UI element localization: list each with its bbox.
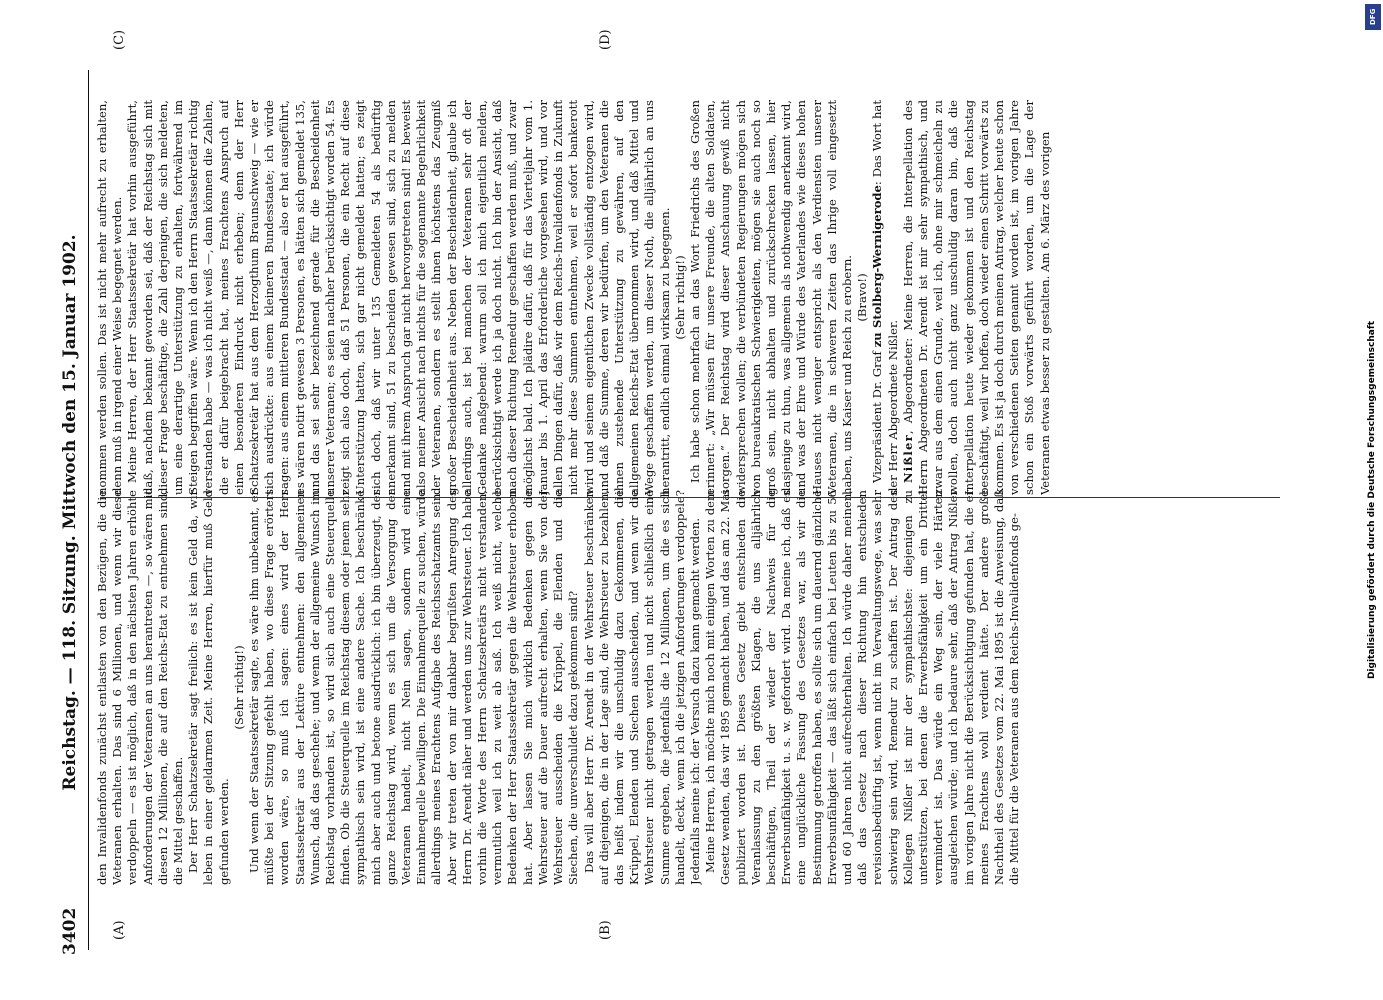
interjection: (Sehr richtig!) bbox=[672, 255, 687, 340]
margin-mark-c: (C) bbox=[112, 29, 127, 50]
interjection: (Bravo!) bbox=[855, 273, 870, 322]
column-divider bbox=[100, 497, 1280, 498]
page-header bbox=[60, 70, 86, 955]
margin-mark-b: (B) bbox=[598, 920, 613, 940]
running-title: Reichstag. — 118. Sitzung. Mittwoch den 15. Januar 1902. bbox=[60, 234, 80, 791]
paragraph: nommen werden sollen. Das ist nicht mehr aufrecht zu erhalten, denn muß in irgend einer Weise begegnet werden. bbox=[95, 100, 125, 495]
paragraph: den Invalidenfonds zunächst entlasten von den Bezügen, die die Veteranen erhalten. Das sind 6 Millionen, und wenn wir diese verdoppeln — es ist möglich, daß in den nächsten Jahren erhöhte Anforderungen der Veteranen an uns herantreten —, so wären mit diesen 12 Millionen, die auf den Reichs-Etat zu entnehmen sind, die Mittel geschaffen. bbox=[95, 490, 186, 885]
speaker-text: : Das Wort hat der Herr Abgeordnete Nißler. bbox=[870, 100, 900, 495]
speaker-paragraph bbox=[901, 100, 1053, 495]
margin-mark-a: (A) bbox=[112, 920, 127, 940]
paragraph: Meine Herren, der Herr Staatssekretär hat vorhin ausgeführt, daß, nachdem bekannt geworden sei, daß der Reichstag sich mit dieser Frage beschäftige, die Zahl derjenigen, die sich meldeten, um eine derartige Unterstützung zu erhalten, fortwährend im Steigen begriffen wäre. Wenn ich den Herrn Staatssekretär richtig verstanden habe — was ich nicht weiß —, dann können die Zahlen, die er dafür beigebracht hat, meines Erachtens Anspruch auf einen besonderen Eindruck nicht erheben; denn der Herr Schatzsekretär hat aus dem Herzogthum Braunschweig — wie er sich ausdrückte: aus einem kleineren Bundesstaate; ich würde sagen: aus einem mittleren Bundesstaat — also er hat ausgeführt, es wären notirt gewesen 3 Personen, es hätten sich gemeldet 135, und das sei sehr bezeichnend gerade für die Bescheidenheit unserer Veteranen; es seien nachher berücksichtigt worden 54. Es zeigt sich also doch, daß 51 Personen, die ein Recht auf diese Unterstützung hatten, sich gar nicht gemeldet hatten; es zeigt sich doch, daß wir unter 135 Gemeldeten 54 als bedürftig anerkannt sind, 51 zu bescheiden gewesen sind, sich zu melden und mit ihrem Anspruch gar nicht hervorgetreten sind! Es beweist also meiner Ansicht nach nichts für die sogenannte Begehrlichkeit der Veteranen, sondern es stellt ihnen höchstens das Zeugniß großer Bescheidenheit aus. Neben der Bescheidenheit, glaube ich allerdings auch, ist bei manchen der Veteranen sehr oft der Gedanke maßgebend: warum soll ich mich eigentlich melden, berücksichtigt werde ich ja doch nicht. Ich bin der Ansicht, daß nach dieser Richtung Remedur geschaffen werden muß, und zwar möglichst bald. Ich plädire dafür, daß für das Vierteljahr vom 1. Januar bis 1. April das Erforderliche vorgesehen wird, und vor allen Dingen dafür, daß wir dem Reichs-Invalidenfonds in Zukunft nicht mehr diese Summen entnehmen, weil er sofort bankerott wird und seinem eigentlichen Zwecke vollständig entzogen wird, und daß die Summe, deren wir bedürfen, um den Veteranen die ihnen zustehende Unterstützung zu gewähren, auf den allgemeinen Reichs-Etat übernommen wird, und daß Mittel und Wege geschaffen werden, um dieser Noth, die alljährlich an uns herantritt, endlich einmal wirksam zu begegnen. bbox=[125, 100, 672, 495]
digitization-credit bbox=[1361, 0, 1383, 1000]
interjection: (Sehr richtig!) bbox=[231, 645, 246, 730]
speaker-name: zu Stolberg-Wernigerode bbox=[870, 185, 885, 348]
margin-mark-d: (D) bbox=[598, 29, 613, 50]
page-number: 3402 bbox=[60, 907, 80, 955]
speaker-text: , Abgeordneter: Meine Herren, die Interpellation des Herrn Abgeordneten Dr. Arendt ist mir sehr sympathisch, und zwar aus dem einen Grunde, weil ich, ohne mir schmeicheln zu wollen, doch auch nicht ganz unschuldig daran bin, daß die Interpellation heute wieder gekommen ist und den Reichstag beschäftigt, weil wir hoffen, doch wieder einen Schritt vorwärts zu kommen. Es ist ja doch durch meinen Antrag, welcher heute schon von verschiedenen Seiten genannt worden ist, im vorigen Jahre schon ein Stoß vorwärts geführt worden, um die Lage der Veteranen etwas besser zu gestalten. Am 6. März des vorigen bbox=[900, 100, 1052, 495]
speaker-paragraph bbox=[870, 100, 900, 495]
paragraph: Der Herr Schatzsekretär sagt freilich: es ist kein Geld da, wir leben in einer geldarmen Zeit. Meine Herren, hierfür muß Geld gefunden werden. bbox=[186, 490, 231, 885]
right-text-column bbox=[95, 100, 1275, 495]
speaker-name: Nißler bbox=[900, 434, 915, 483]
speaker-intro: Vizepräsident Dr. Graf bbox=[870, 347, 885, 483]
paragraph: Und wenn der Staatssekretär sagte, es wäre ihm unbekannt, er müßte bei der Sitzung gefehlt haben, wo diese Frage erörtert worden wäre, so muß ich sagen: eines wird der Herr Staatssekretär aus der Lektüre entnehmen: den allgemeinen Wunsch, daß das geschehe; und wenn der allgemeine Wunsch im Reichstag vorhanden ist, so wird sich auch eine Steuerquelle finden. Ob die Steuerquelle im Reichstag diesem oder jenem sehr sympathisch sein wird, ist eine andere Sache. Ich beschränke mich aber auch und betone ausdrücklich: ich bin überzeugt, der ganze Reichstag wird, wenn es sich um die Versorgung der Veteranen handelt, nicht Nein sagen, sondern wird eine Einnahmequelle bewilligen. Die Einnahmequelle zu suchen, würde allerdings meines Erachtens Aufgabe des Reichsschatzamts sein. Aber wir treten der von mir dankbar begrüßten Anregung des Herrn Dr. Arendt näher und werden uns zur Wehrsteuer. Ich habe vorhin die Worte des Herrn Schatzsekretärs nicht verstanden, vermutlich weil ich zu weit ab saß. Ich weiß nicht, welche Bedenken der Herr Staatssekretär gegen die Wehrsteuer erhoben hat. Aber lassen Sie mich wirklich Bedenken gegen die Wehrsteuer auf die Dauer aufrecht erhalten, wenn Sie von der Wehrsteuer ausscheiden die Krüppel, die Elenden und die Siechen, die unverschuldet dazu gekommen sind? bbox=[247, 490, 581, 885]
header-rule bbox=[88, 70, 89, 950]
dfg-logo-icon: DFG bbox=[1365, 4, 1381, 30]
paragraph: Das will aber Herr Dr. Arendt in der Wehrsteuer beschränken auf diejenigen, die in der Lage sind, die Wehrsteuer zu bezahlen, das heißt indem wir die unschuldig dazu Gekommenen, die Krüppel, Elenden und Siechen ausscheiden, und wenn wir die Wehrsteuer nicht getragen werden und nicht schließlich eine Summe ergeben, die jedenfalls die 12 Millionen, um die es sich handelt, deckt, wenn ich die jetzigen Anforderungen verdoppele? Jedenfalls meine ich: der Versuch dazu kann gemacht werden. bbox=[581, 490, 702, 885]
credit-text: Digitalisierung gefördert durch die Deutsche Forschungsgemeinschaft bbox=[1367, 320, 1377, 680]
left-text-column bbox=[95, 490, 1275, 885]
paragraph: Ich habe schon mehrfach an das Wort Friedrichs des Großen erinnert: „Wir müssen für unsere Freunde, die alten Soldaten, sorgen.“ Der Reichstag wird dieser Anschauung gewiß nicht widersprechen wollen; die verbündeten Regierungen mögen sich von bureaukratischen Schwierigkeiten, mögen sie auch noch so groß sein, nicht abhalten und zurückschrecken lassen, hier dasjenige zu thun, was allgemein als nothwendig anerkannt wird, und was der Ehre und Würde des Vaterlandes wie dieses hohen Hauses nicht weniger entspricht als den Verdiensten unserer Veteranen, die in schweren Zeiten das Ihrige voll eingesetzt haben, uns Kaiser und Reich zu erobern. bbox=[687, 100, 854, 495]
paragraph: Meine Herren, ich möchte mich noch mit einigen Worten zu dem Gesetz wenden, das wir 1895 gemacht haben, und das am 22. Mai publiziert worden ist. Dieses Gesetz giebt entschieden die Veranlassung zu den größten Klagen, die uns alljährlich beschäftigen, Theil der wieder der Nachweis für die Erwerbsunfähigkeit u. s. w. gefordert wird. Da meine ich, daß es eine unglückliche Fassung des Gesetzes war, als wir die Bestimmung getroffen haben, es sollte sich um dauernd gänzliche Erwerbsunfähigkeit — das läßt sich einfach bei Leuten bis zu 56 und 60 Jahren nicht aufrechterhalten. Ich würde daher meinen, daß das Gesetz nach dieser Richtung hin entschieden revisionsbedürftig ist, wenn nicht im Verwaltungswege, was sehr schwierig sein wird, Remedur zu schaffen ist. Der Antrag des Kollegen Nißler ist mir der sympathischste: diejenigen zu unterstützen, bei denen die Erwerbsfähigkeit um ein Drittel vermindert ist. Das würde ein Weg sein, der viele Härten ausgleichen würde; und ich bedaure sehr, daß der Antrag Nißler im vorigen Jahre nicht die Berücksichtigung gefunden hat, die er meines Erachtens wohl verdient hätte. Der andere große Nachtheil des Gesetzes vom 22. Mai 1895 ist die Anweisung, daß die Mittel für die Veteranen aus dem Reichs-Invalidenfonds ge- bbox=[703, 490, 1022, 885]
